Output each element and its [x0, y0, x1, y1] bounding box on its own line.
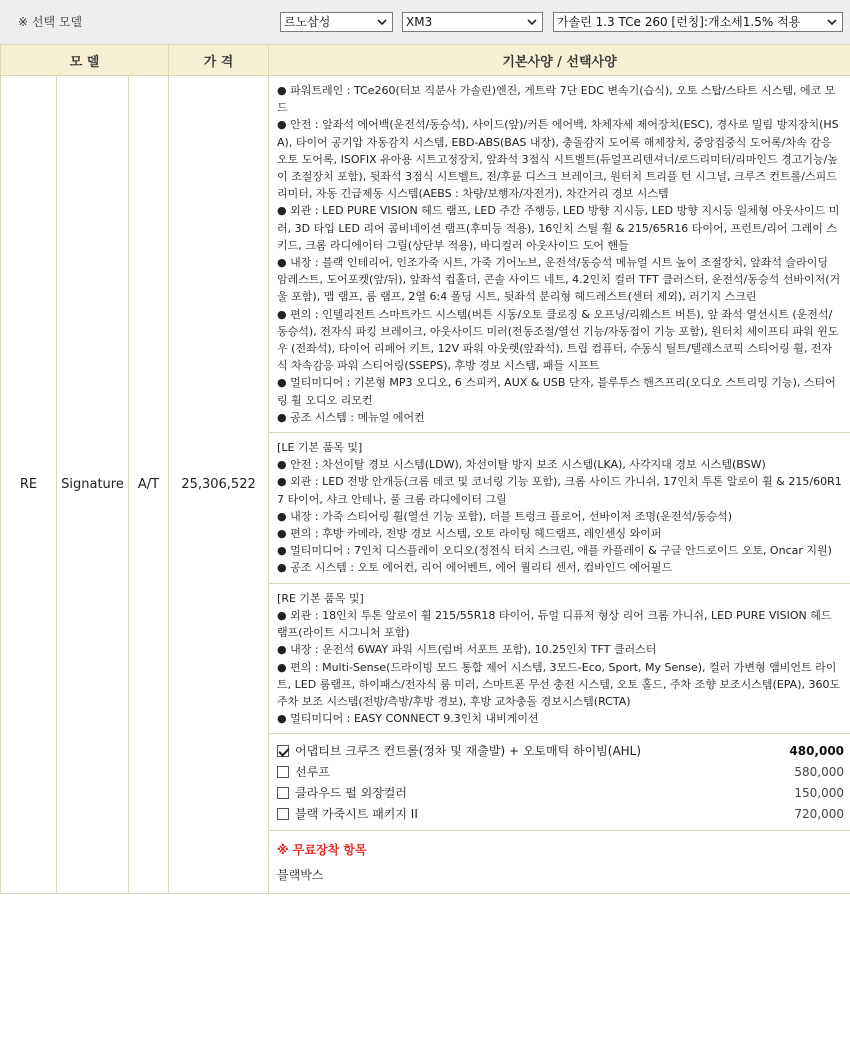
option-name: 어댑티브 크루즈 컨트롤(정차 및 재출발) + 오토매틱 하이빔(AHL): [295, 744, 642, 759]
option-name: 블랙 가죽시트 패키지 II: [295, 807, 418, 822]
spec-column-header: 기본사양 / 선택사양: [269, 45, 850, 76]
free-items-title: ※ 무료장착 항목: [277, 843, 367, 858]
brand-select[interactable]: [280, 12, 393, 32]
price-cell: 25,306,522: [169, 76, 269, 894]
free-items-section: [269, 831, 850, 893]
base-spec-section: ● 파워트레인 : TCe260(터보 직분사 가솔린)엔진, 게트락 7단 EDC 변속기(습식), 오토 스탑/스타트 시스템, 에코 모드 ● 안전 : 앞좌석 에어백(운전석/동승석), 사이드(앞)/커튼 에어백, 차체자세 제어장치(ESC), 경사로 밀림 방지장치(HSA), 타이어 공기압 자동감지 시스템, EBD-ABS(BAS 내장), 충돌감지 도어록 해제장치, 중앙집중식 도어록/차속 감응 오토 도어록, ISOFIX 유아용 시트고정장치, 앞좌석 3점식 시트벨트(듀얼프리텐셔너/로드리미터/리마인드 경고기능/높이 조절장치 포함), 뒷좌석 3점식 시트벨트, 전/후륜 디스크 브레이크, 원터치 트리플 턴 시그널, 크루즈 컨트롤/스피드리미터, 자동 긴급제동 시스템(AEBS : 차량/보행자/자전거), 차간거리 경보 시스템 ● 외관 : LED PURE VISION 헤드 램프, LED 주간 주행등, LED 방향 지시등, LED 방향 지시등 일체형 아웃사이드 미러, 3D 타입 LED 리어 콤비네이션 램프(후미등 적용), 16인치 스틸 휠 & 215/65R16 타이어, 프런트/리어 그레이 스키드, 크롬 라디에이터 그릴(상단부 적용), 바디컬러 아웃사이드 도어 핸들 ● 내장 : 블랙 인테리어, 인조가죽 시트, 가죽 기어노브, 운전석/동승석 메뉴얼 시트 높이 조절장치, 앞좌석 슬라이딩 암레스트, 도어포켓(앞/뒤), 앞좌석 컵홀더, 콘솔 사이드 네트, 4.2인치 컬러 TFT 클러스터, 운전석/동승석 선바이저(거울 포함), 맵 램프, 룸 램프, 2열 6:4 폴딩 시트, 뒷좌석 분리형 헤드레스트(센터 제외), 러기지 스크린 ● 편의 : 인텔리전트 스마트카드 시스템(버튼 시동/오토 클로징 & 오프닝/리웨스트 버튼), 앞 좌석 열선시트 (운전석/동승석), 전자식 파킹 브레이크, 아웃사이드 미러(전동조절/열선 기능/자동접이 기능 포함), 원터치 세이프티 파워 윈도우 (전좌석), 타이어 리페어 키트, 12V 파워 아웃렛(앞좌석), 트립 컴퓨터, 수동식 틸트/텔레스코픽 스티어링 휠, 전자식 차속감응 파워 스티어링(SSEPS), 후방 경보 시스템, 패들 시프트 ● 멀티미디어 : 기본형 MP3 오디오, 6 스피커, AUX & USB 단자, 블루투스 핸즈프리(오디오 스트리밍 기능), 스티어링 휠 오디오 리모컨 ● 공조 시스템 : 메뉴얼 에어컨: [269, 76, 850, 433]
model-select-bar: [0, 0, 850, 45]
price-table: [0, 44, 850, 894]
option-row[interactable]: [277, 761, 844, 782]
option-price: 480,000: [789, 743, 845, 758]
option-price: 580,000: [794, 764, 845, 779]
free-item: 블랙박스: [277, 868, 324, 883]
car-model-select[interactable]: [402, 12, 543, 32]
brand-select-value: 르노삼성: [284, 15, 331, 29]
spec-cell: [269, 76, 850, 894]
table-header: [1, 45, 850, 76]
table-row: [1, 76, 850, 894]
trim-select[interactable]: [553, 12, 843, 32]
option-row[interactable]: [277, 803, 844, 824]
option-checkbox[interactable]: [277, 766, 289, 778]
option-row[interactable]: [277, 740, 844, 761]
option-price: 150,000: [794, 785, 845, 800]
transmission-cell: A/T: [129, 76, 169, 894]
option-row[interactable]: [277, 782, 844, 803]
trim-cell: RE: [1, 76, 57, 894]
option-checkbox-checked[interactable]: [277, 745, 289, 757]
select-model-label: ※ 선택 모델: [18, 15, 83, 29]
grade-cell: Signature: [57, 76, 129, 894]
re-spec-section: [RE 기본 품목 및] ● 외관 : 18인치 투톤 알로이 휠 215/55R18 타이어, 듀얼 디퓨저 형상 리어 크롬 가니쉬, LED PURE VISION 헤드램프(라이트 시그니처 포함) ● 내장 : 운전석 6WAY 파워 시트(럼버 서포트 포함), 10.25인치 TFT 클러스터 ● 편의 : Multi-Sense(드라이빙 모드 통합 제어 시스템, 3모드-Eco, Sport, My Sense), 컬러 가변형 앰비언트 라이트, LED 룸램프, 하이패스/전자식 룸 미러, 스마트폰 무선 충전 시스템, 오토 홀드, 주차 조향 보조시스템(EPA), 360도 주차 보조 시스템(전방/측방/후방 경보), 후방 교차충돌 경보시스템(RCTA) ● 멀티미디어 : EASY CONNECT 9.3인치 내비게이션: [269, 584, 850, 735]
option-price: 720,000: [794, 806, 845, 821]
chevron-down-icon: [825, 13, 839, 31]
options-section: [269, 734, 850, 831]
option-name: 선루프: [295, 765, 330, 780]
trim-select-value: 가솔린 1.3 TCe 260 [런칭]:개소세1.5% 적용: [557, 15, 801, 29]
option-checkbox[interactable]: [277, 808, 289, 820]
chevron-down-icon: [525, 13, 539, 31]
le-spec-section: [LE 기본 품목 및] ● 안전 : 차선이탈 경보 시스템(LDW), 차선이탈 방지 보조 시스템(LKA), 사각지대 경보 시스템(BSW) ● 외관 : LED 전방 안개등(크롬 데코 및 코너링 기능 포함), 크롬 사이드 가니쉬, 17인치 투톤 알로이 휠 & 215/60R17 타이어, 샤크 안테나, 풀 크롬 라디에이터 그릴 ● 내장 : 가죽 스티어링 휠(열선 기능 포함), 더블 트렁크 플로어, 선바이저 조명(운전석/동승석) ● 편의 : 후방 카메라, 전방 경보 시스템, 오토 라이팅 헤드램프, 레인센싱 와이퍼 ● 멀티미디어 : 7인치 디스플레이 오디오(정전식 터치 스크린, 애플 카플레이 & 구글 안드로이드 오토, Oncar 지원) ● 공조 시스템 : 오토 에어컨, 리어 에어벤트, 에어 퀄리티 센서, 컴바인드 에어필드: [269, 433, 850, 584]
option-checkbox[interactable]: [277, 787, 289, 799]
model-column-header: 모 델: [1, 45, 169, 76]
option-name: 클라우드 펄 외장컬러: [295, 786, 407, 801]
car-model-select-value: XM3: [406, 15, 433, 29]
chevron-down-icon: [375, 13, 389, 31]
price-column-header: 가 격: [169, 45, 269, 76]
